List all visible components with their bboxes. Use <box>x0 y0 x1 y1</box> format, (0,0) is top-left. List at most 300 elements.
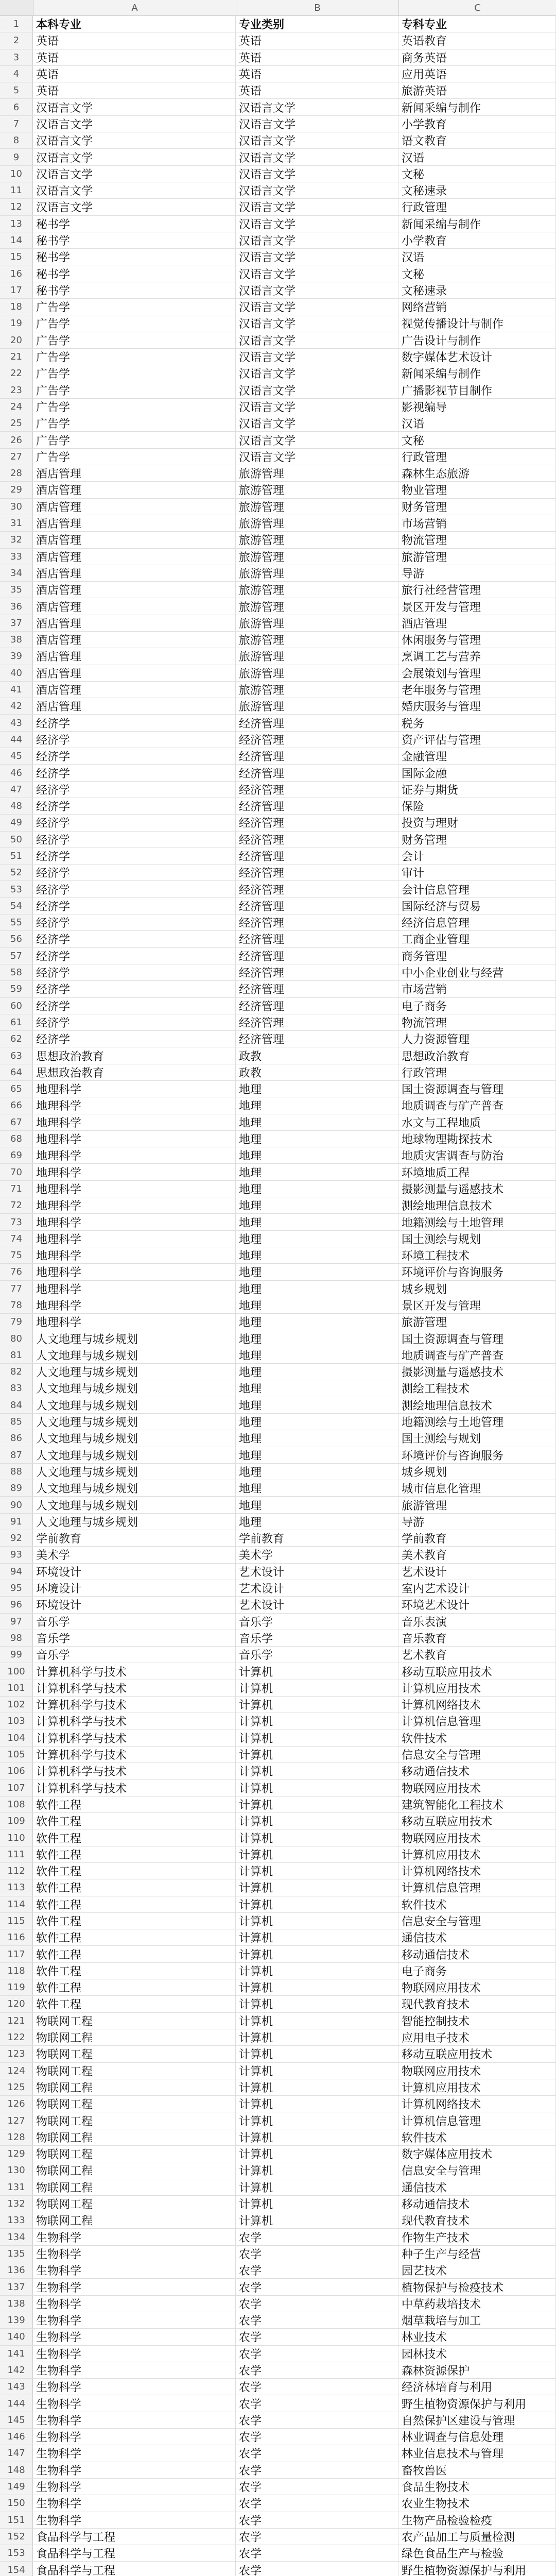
cell-undergrad-major[interactable]: 经济学 <box>33 782 236 798</box>
cell-junior-major[interactable]: 软件技术 <box>398 1730 556 1746</box>
cell-category[interactable]: 农学 <box>236 2512 398 2528</box>
row-number[interactable]: 125 <box>0 2079 33 2095</box>
cell-undergrad-major[interactable]: 地理科学 <box>33 1147 236 1163</box>
cell-junior-major[interactable]: 环境艺术设计 <box>398 1597 556 1613</box>
cell-junior-major[interactable]: 酒店管理 <box>398 615 556 631</box>
cell-undergrad-major[interactable]: 软件工程 <box>33 1863 236 1879</box>
cell-category[interactable]: 旅游管理 <box>236 515 398 531</box>
cell-junior-major[interactable]: 小学教育 <box>398 232 556 248</box>
cell-category[interactable]: 计算机 <box>236 1979 398 1995</box>
cell-junior-major[interactable]: 移动通信技术 <box>398 1946 556 1962</box>
cell-junior-major[interactable]: 广播影视节目制作 <box>398 382 556 398</box>
row-number[interactable]: 1 <box>0 16 33 32</box>
cell-junior-major[interactable]: 旅游英语 <box>398 82 556 98</box>
cell-category[interactable]: 旅游管理 <box>236 682 398 698</box>
cell-undergrad-major[interactable]: 酒店管理 <box>33 549 236 565</box>
cell-category[interactable]: 农学 <box>236 2346 398 2362</box>
cell-undergrad-major[interactable]: 生物科学 <box>33 2462 236 2478</box>
row-number[interactable]: 12 <box>0 199 33 215</box>
cell-category[interactable]: 计算机 <box>236 2129 398 2145</box>
row-number[interactable]: 114 <box>0 1896 33 1912</box>
row-number[interactable]: 57 <box>0 948 33 964</box>
cell-junior-major[interactable]: 现代教育技术 <box>398 2212 556 2228</box>
cell-undergrad-major[interactable]: 思想政治教育 <box>33 1047 236 1063</box>
cell-category[interactable]: 农学 <box>236 2246 398 2262</box>
cell-undergrad-major[interactable]: 经济学 <box>33 798 236 814</box>
row-number[interactable]: 70 <box>0 1164 33 1180</box>
cell-undergrad-major[interactable]: 酒店管理 <box>33 465 236 481</box>
row-number[interactable]: 87 <box>0 1447 33 1463</box>
cell-category[interactable]: 经济管理 <box>236 765 398 781</box>
row-number[interactable]: 51 <box>0 848 33 864</box>
cell-undergrad-major[interactable]: 计算机科学与技术 <box>33 1747 236 1762</box>
cell-junior-major[interactable]: 智能控制技术 <box>398 2013 556 2029</box>
cell-junior-major[interactable]: 植物保护与检疫技术 <box>398 2279 556 2295</box>
row-number[interactable]: 76 <box>0 1264 33 1280</box>
cell-undergrad-major[interactable]: 物联网工程 <box>33 2096 236 2112</box>
cell-junior-major[interactable]: 会计信息管理 <box>398 881 556 897</box>
cell-undergrad-major[interactable]: 计算机科学与技术 <box>33 1730 236 1746</box>
row-number[interactable]: 98 <box>0 1630 33 1646</box>
row-number[interactable]: 58 <box>0 964 33 980</box>
row-number[interactable]: 25 <box>0 415 33 431</box>
cell-category[interactable]: 旅游管理 <box>236 698 398 714</box>
cell-undergrad-major[interactable]: 生物科学 <box>33 2296 236 2312</box>
row-number[interactable]: 151 <box>0 2512 33 2528</box>
cell-junior-major[interactable]: 计算机网络技术 <box>398 2096 556 2112</box>
row-number[interactable]: 2 <box>0 32 33 48</box>
cell-category[interactable]: 旅游管理 <box>236 598 398 614</box>
select-all-corner[interactable] <box>0 0 33 15</box>
cell-undergrad-major[interactable]: 生物科学 <box>33 2246 236 2262</box>
cell-undergrad-major[interactable]: 人文地理与城乡规划 <box>33 1497 236 1513</box>
row-number[interactable]: 14 <box>0 232 33 248</box>
cell-undergrad-major[interactable]: 地理科学 <box>33 1164 236 1180</box>
cell-category[interactable]: 地理 <box>236 1114 398 1130</box>
cell-junior-major[interactable]: 软件技术 <box>398 1896 556 1912</box>
cell-category[interactable]: 计算机 <box>236 2096 398 2112</box>
row-number[interactable]: 20 <box>0 332 33 348</box>
row-number[interactable]: 50 <box>0 832 33 848</box>
cell-category[interactable]: 农学 <box>236 2545 398 2561</box>
cell-undergrad-major[interactable]: 秘书学 <box>33 249 236 265</box>
cell-category[interactable]: 旅游管理 <box>236 465 398 481</box>
row-number[interactable]: 129 <box>0 2146 33 2162</box>
row-number[interactable]: 120 <box>0 1996 33 2012</box>
column-header-c[interactable]: C <box>399 0 556 15</box>
row-number[interactable]: 47 <box>0 782 33 798</box>
cell-junior-major[interactable]: 林业技术 <box>398 2329 556 2345</box>
cell-category[interactable]: 经济管理 <box>236 998 398 1014</box>
cell-category[interactable]: 旅游管理 <box>236 615 398 631</box>
cell-category[interactable]: 地理 <box>236 1131 398 1147</box>
cell-junior-major[interactable]: 地质调查与矿产普查 <box>398 1347 556 1363</box>
cell-junior-major[interactable]: 计算机网络技术 <box>398 1697 556 1713</box>
cell-junior-major[interactable]: 文秘 <box>398 265 556 281</box>
cell-category[interactable]: 计算机 <box>236 2146 398 2162</box>
cell-category[interactable]: 经济管理 <box>236 798 398 814</box>
cell-undergrad-major[interactable]: 环境设计 <box>33 1580 236 1596</box>
row-number[interactable]: 109 <box>0 1813 33 1829</box>
row-number[interactable]: 148 <box>0 2462 33 2478</box>
cell-undergrad-major[interactable]: 广告学 <box>33 332 236 348</box>
cell-junior-major[interactable]: 保险 <box>398 798 556 814</box>
cell-junior-major[interactable]: 新闻采编与制作 <box>398 216 556 232</box>
cell-junior-major[interactable]: 信息安全与管理 <box>398 1913 556 1929</box>
cell-undergrad-major[interactable]: 计算机科学与技术 <box>33 1763 236 1779</box>
row-number[interactable]: 128 <box>0 2129 33 2145</box>
cell-category[interactable]: 计算机 <box>236 1963 398 1979</box>
row-number[interactable]: 21 <box>0 349 33 365</box>
row-number[interactable]: 24 <box>0 399 33 415</box>
cell-undergrad-major[interactable]: 酒店管理 <box>33 615 236 631</box>
cell-category[interactable]: 学前教育 <box>236 1530 398 1546</box>
cell-undergrad-major[interactable]: 地理科学 <box>33 1231 236 1247</box>
cell-category[interactable]: 艺术设计 <box>236 1597 398 1613</box>
cell-undergrad-major[interactable]: 生物科学 <box>33 2512 236 2528</box>
cell-junior-major[interactable]: 电子商务 <box>398 998 556 1014</box>
cell-junior-major[interactable]: 城乡规划 <box>398 1281 556 1297</box>
row-number[interactable]: 147 <box>0 2445 33 2461</box>
row-number[interactable]: 118 <box>0 1963 33 1979</box>
cell-undergrad-major[interactable]: 食品科学与工程 <box>33 2545 236 2561</box>
cell-category[interactable]: 音乐学 <box>236 1647 398 1663</box>
cell-category[interactable]: 计算机 <box>236 1913 398 1929</box>
cell-category[interactable]: 农学 <box>236 2412 398 2428</box>
cell-junior-major[interactable]: 地籍测绘与土地管理 <box>398 1214 556 1230</box>
row-number[interactable]: 138 <box>0 2296 33 2312</box>
row-number[interactable]: 29 <box>0 482 33 498</box>
cell-junior-major[interactable]: 中小企业创业与经营 <box>398 964 556 980</box>
row-number[interactable]: 103 <box>0 1713 33 1729</box>
cell-undergrad-major[interactable]: 经济学 <box>33 948 236 964</box>
row-number[interactable]: 101 <box>0 1680 33 1696</box>
cell-undergrad-major[interactable]: 学前教育 <box>33 1530 236 1546</box>
cell-undergrad-major[interactable]: 物联网工程 <box>33 2162 236 2178</box>
row-number[interactable]: 75 <box>0 1247 33 1263</box>
cell-junior-major[interactable]: 林业调查与信息处理 <box>398 2429 556 2445</box>
row-number[interactable]: 143 <box>0 2379 33 2395</box>
cell-category[interactable]: 汉语言文学 <box>236 265 398 281</box>
cell-junior-major[interactable]: 旅行社经营管理 <box>398 582 556 598</box>
row-number[interactable]: 90 <box>0 1497 33 1513</box>
cell-junior-major[interactable]: 旅游管理 <box>398 549 556 565</box>
cell-undergrad-major[interactable]: 生物科学 <box>33 2379 236 2395</box>
row-number[interactable]: 64 <box>0 1064 33 1080</box>
cell-undergrad-major[interactable]: 秘书学 <box>33 216 236 232</box>
row-number[interactable]: 112 <box>0 1863 33 1879</box>
cell-category[interactable]: 旅游管理 <box>236 648 398 664</box>
cell-undergrad-major[interactable]: 酒店管理 <box>33 648 236 664</box>
cell-category[interactable]: 地理 <box>236 1480 398 1496</box>
cell-junior-major[interactable]: 汉语 <box>398 149 556 165</box>
cell-undergrad-major[interactable]: 人文地理与城乡规划 <box>33 1447 236 1463</box>
cell-junior-major[interactable]: 新闻采编与制作 <box>398 99 556 115</box>
cell-category[interactable]: 汉语言文学 <box>236 216 398 232</box>
cell-undergrad-major[interactable]: 经济学 <box>33 881 236 897</box>
cell-junior-major[interactable]: 广告设计与制作 <box>398 332 556 348</box>
cell-undergrad-major[interactable]: 人文地理与城乡规划 <box>33 1380 236 1396</box>
row-number[interactable]: 121 <box>0 2013 33 2029</box>
cell-junior-major[interactable]: 种子生产与经营 <box>398 2246 556 2262</box>
row-number[interactable]: 56 <box>0 931 33 947</box>
cell-junior-major[interactable]: 移动通信技术 <box>398 1763 556 1779</box>
row-number[interactable]: 94 <box>0 1564 33 1580</box>
cell-category[interactable]: 计算机 <box>236 2112 398 2128</box>
cell-category[interactable]: 旅游管理 <box>236 549 398 565</box>
cell-category[interactable]: 计算机 <box>236 1797 398 1812</box>
cell-undergrad-major[interactable]: 广告学 <box>33 315 236 331</box>
row-number[interactable]: 135 <box>0 2246 33 2262</box>
cell-undergrad-major[interactable]: 生物科学 <box>33 2312 236 2328</box>
cell-undergrad-major[interactable]: 生物科学 <box>33 2362 236 2378</box>
row-number[interactable]: 54 <box>0 898 33 914</box>
cell-junior-major[interactable]: 通信技术 <box>398 2179 556 2195</box>
cell-category[interactable]: 计算机 <box>236 2079 398 2095</box>
cell-undergrad-major[interactable]: 英语 <box>33 82 236 98</box>
cell-category[interactable]: 旅游管理 <box>236 482 398 498</box>
cell-junior-major[interactable]: 国土资源调查与管理 <box>398 1330 556 1346</box>
cell-category[interactable]: 计算机 <box>236 2063 398 2079</box>
cell-junior-major[interactable]: 文秘速录 <box>398 282 556 298</box>
cell-junior-major[interactable]: 财务管理 <box>398 832 556 848</box>
cell-undergrad-major[interactable]: 汉语言文学 <box>33 166 236 182</box>
cell-category[interactable]: 汉语言文学 <box>236 282 398 298</box>
cell-category[interactable]: 地理 <box>236 1081 398 1097</box>
cell-category[interactable]: 地理 <box>236 1397 398 1413</box>
row-number[interactable]: 26 <box>0 432 33 448</box>
cell-category[interactable]: 地理 <box>236 1147 398 1163</box>
cell-junior-major[interactable]: 地籍测绘与土地管理 <box>398 1414 556 1430</box>
cell-undergrad-major[interactable]: 物联网工程 <box>33 2079 236 2095</box>
cell-category[interactable]: 汉语言文学 <box>236 232 398 248</box>
row-number[interactable]: 77 <box>0 1281 33 1297</box>
cell-junior-major[interactable]: 林业信息技术与管理 <box>398 2445 556 2461</box>
cell-category[interactable]: 计算机 <box>236 1680 398 1696</box>
cell-junior-major[interactable]: 老年服务与管理 <box>398 682 556 698</box>
cell-junior-major[interactable]: 城市信息化管理 <box>398 1480 556 1496</box>
row-number[interactable]: 65 <box>0 1081 33 1097</box>
cell-category[interactable]: 英语 <box>236 32 398 48</box>
row-number[interactable]: 127 <box>0 2112 33 2128</box>
cell-junior-major[interactable]: 物联网应用技术 <box>398 1829 556 1845</box>
cell-undergrad-major[interactable]: 广告学 <box>33 415 236 431</box>
cell-undergrad-major[interactable]: 环境设计 <box>33 1564 236 1580</box>
cell-undergrad-major[interactable]: 人文地理与城乡规划 <box>33 1397 236 1413</box>
cell-undergrad-major[interactable]: 秘书学 <box>33 265 236 281</box>
row-number[interactable]: 150 <box>0 2495 33 2511</box>
cell-undergrad-major[interactable]: 英语 <box>33 66 236 82</box>
cell-undergrad-major[interactable]: 音乐学 <box>33 1647 236 1663</box>
cell-category[interactable]: 农学 <box>236 2296 398 2312</box>
cell-junior-major[interactable]: 数字媒体应用技术 <box>398 2146 556 2162</box>
cell-undergrad-major[interactable]: 思想政治教育 <box>33 1064 236 1080</box>
cell-category[interactable]: 经济管理 <box>236 1031 398 1047</box>
cell-category[interactable]: 政教 <box>236 1064 398 1080</box>
row-number[interactable]: 27 <box>0 449 33 465</box>
cell-undergrad-major[interactable]: 广告学 <box>33 349 236 365</box>
row-number[interactable]: 111 <box>0 1846 33 1862</box>
cell-category[interactable]: 计算机 <box>236 1829 398 1845</box>
cell-junior-major[interactable]: 软件技术 <box>398 2129 556 2145</box>
cell-undergrad-major[interactable]: 汉语言文学 <box>33 116 236 132</box>
row-number[interactable]: 92 <box>0 1530 33 1546</box>
cell-junior-major[interactable]: 艺术教育 <box>398 1647 556 1663</box>
cell-junior-major[interactable]: 网络营销 <box>398 299 556 315</box>
cell-junior-major[interactable]: 生物产品检验检疫 <box>398 2512 556 2528</box>
row-number[interactable]: 7 <box>0 116 33 132</box>
row-number[interactable]: 93 <box>0 1547 33 1563</box>
row-number[interactable]: 43 <box>0 715 33 731</box>
cell-junior-major[interactable]: 小学教育 <box>398 116 556 132</box>
cell-undergrad-major[interactable]: 物联网工程 <box>33 2013 236 2029</box>
row-number[interactable]: 133 <box>0 2212 33 2228</box>
cell-category[interactable]: 汉语言文学 <box>236 382 398 398</box>
cell-undergrad-major[interactable]: 环境设计 <box>33 1597 236 1613</box>
cell-junior-major[interactable]: 现代教育技术 <box>398 1996 556 2012</box>
cell-category[interactable]: 地理 <box>236 1181 398 1197</box>
row-number[interactable]: 79 <box>0 1314 33 1330</box>
cell-category[interactable]: 地理 <box>236 1297 398 1313</box>
cell-junior-major[interactable]: 旅游管理 <box>398 1497 556 1513</box>
cell-junior-major[interactable]: 自然保护区建设与管理 <box>398 2412 556 2428</box>
cell-undergrad-major[interactable]: 软件工程 <box>33 1813 236 1829</box>
row-number[interactable]: 99 <box>0 1647 33 1663</box>
cell-category[interactable]: 经济管理 <box>236 948 398 964</box>
cell-junior-major[interactable]: 森林生态旅游 <box>398 465 556 481</box>
cell-junior-major[interactable]: 经济信息管理 <box>398 914 556 930</box>
cell-undergrad-major[interactable]: 地理科学 <box>33 1081 236 1097</box>
cell-undergrad-major[interactable]: 音乐学 <box>33 1614 236 1630</box>
cell-junior-major[interactable]: 移动互联应用技术 <box>398 1813 556 1829</box>
row-number[interactable]: 4 <box>0 66 33 82</box>
cell-junior-major[interactable]: 测绘地理信息技术 <box>398 1397 556 1413</box>
cell-junior-major[interactable]: 商务英语 <box>398 49 556 65</box>
row-number[interactable]: 66 <box>0 1097 33 1113</box>
row-number[interactable]: 42 <box>0 698 33 714</box>
cell-category[interactable]: 地理 <box>236 1430 398 1446</box>
cell-junior-major[interactable]: 语文教育 <box>398 132 556 148</box>
cell-junior-major[interactable]: 新闻采编与制作 <box>398 365 556 381</box>
cell-category[interactable]: 艺术设计 <box>236 1580 398 1596</box>
cell-junior-major[interactable]: 工商企业管理 <box>398 931 556 947</box>
cell-undergrad-major[interactable]: 经济学 <box>33 1031 236 1047</box>
cell-junior-major[interactable]: 地质灾害调查与防治 <box>398 1147 556 1163</box>
cell-junior-major[interactable]: 物流管理 <box>398 532 556 548</box>
cell-junior-major[interactable]: 数字媒体艺术设计 <box>398 349 556 365</box>
row-number[interactable]: 74 <box>0 1231 33 1247</box>
row-number[interactable]: 45 <box>0 748 33 764</box>
row-number[interactable]: 31 <box>0 515 33 531</box>
cell-junior-major[interactable]: 室内艺术设计 <box>398 1580 556 1596</box>
cell-junior-major[interactable]: 审计 <box>398 865 556 880</box>
row-number[interactable]: 6 <box>0 99 33 115</box>
cell-undergrad-major[interactable]: 广告学 <box>33 399 236 415</box>
cell-junior-major[interactable]: 摄影测量与遥感技术 <box>398 1181 556 1197</box>
row-number[interactable]: 152 <box>0 2529 33 2545</box>
cell-category[interactable]: 农学 <box>236 2462 398 2478</box>
cell-undergrad-major[interactable]: 酒店管理 <box>33 565 236 581</box>
cell-category[interactable]: 汉语言文学 <box>236 182 398 198</box>
cell-category[interactable]: 音乐学 <box>236 1630 398 1646</box>
cell-category[interactable]: 旅游管理 <box>236 665 398 681</box>
cell-category[interactable]: 经济管理 <box>236 848 398 864</box>
cell-category[interactable]: 英语 <box>236 66 398 82</box>
row-number[interactable]: 108 <box>0 1797 33 1812</box>
cell-junior-major[interactable]: 通信技术 <box>398 1929 556 1945</box>
cell-undergrad-major[interactable]: 汉语言文学 <box>33 149 236 165</box>
cell-junior-major[interactable]: 烹调工艺与营养 <box>398 648 556 664</box>
column-header-a[interactable]: A <box>33 0 236 15</box>
cell-junior-major[interactable]: 计算机应用技术 <box>398 1846 556 1862</box>
cell-undergrad-major[interactable]: 生物科学 <box>33 2262 236 2278</box>
cell-category[interactable]: 计算机 <box>236 1813 398 1829</box>
cell-category[interactable]: 汉语言文学 <box>236 449 398 465</box>
cell-junior-major[interactable]: 景区开发与管理 <box>398 598 556 614</box>
cell-category[interactable]: 美术学 <box>236 1547 398 1563</box>
cell-junior-major[interactable]: 市场营销 <box>398 981 556 997</box>
cell-undergrad-major[interactable]: 经济学 <box>33 914 236 930</box>
cell-undergrad-major[interactable]: 人文地理与城乡规划 <box>33 1480 236 1496</box>
cell-category[interactable]: 计算机 <box>236 1929 398 1945</box>
row-number[interactable]: 124 <box>0 2063 33 2079</box>
cell-category[interactable]: 经济管理 <box>236 964 398 980</box>
cell-category[interactable]: 计算机 <box>236 1896 398 1912</box>
cell-category[interactable]: 汉语言文学 <box>236 116 398 132</box>
row-number[interactable]: 5 <box>0 82 33 98</box>
cell-undergrad-major[interactable]: 物联网工程 <box>33 2146 236 2162</box>
cell-junior-major[interactable]: 园林技术 <box>398 2346 556 2362</box>
cell-undergrad-major[interactable]: 广告学 <box>33 432 236 448</box>
cell-undergrad-major[interactable]: 计算机科学与技术 <box>33 1697 236 1713</box>
cell-undergrad-major[interactable]: 经济学 <box>33 815 236 831</box>
row-number[interactable]: 136 <box>0 2262 33 2278</box>
cell-category[interactable]: 经济管理 <box>236 782 398 798</box>
cell-undergrad-major[interactable]: 经济学 <box>33 848 236 864</box>
cell-category[interactable]: 计算机 <box>236 1879 398 1895</box>
cell-undergrad-major[interactable]: 酒店管理 <box>33 632 236 648</box>
cell-junior-major[interactable]: 市场营销 <box>398 515 556 531</box>
cell-undergrad-major[interactable]: 软件工程 <box>33 1896 236 1912</box>
cell-undergrad-major[interactable]: 计算机科学与技术 <box>33 1780 236 1795</box>
cell-undergrad-major[interactable]: 经济学 <box>33 832 236 848</box>
row-number[interactable]: 89 <box>0 1480 33 1496</box>
cell-category[interactable]: 旅游管理 <box>236 532 398 548</box>
cell-junior-major[interactable]: 野生植物资源保护与利用 <box>398 2562 556 2576</box>
cell-category[interactable]: 地理 <box>236 1264 398 1280</box>
cell-junior-major[interactable]: 视觉传播设计与制作 <box>398 315 556 331</box>
cell-undergrad-major[interactable]: 广告学 <box>33 449 236 465</box>
cell-undergrad-major[interactable]: 生物科学 <box>33 2395 236 2411</box>
cell-category[interactable]: 地理 <box>236 1380 398 1396</box>
cell-undergrad-major[interactable]: 美术学 <box>33 1547 236 1563</box>
cell-junior-major[interactable]: 文秘 <box>398 166 556 182</box>
row-number[interactable]: 123 <box>0 2046 33 2062</box>
row-number[interactable]: 142 <box>0 2362 33 2378</box>
row-number[interactable]: 139 <box>0 2312 33 2328</box>
cell-undergrad-major[interactable]: 英语 <box>33 32 236 48</box>
row-number[interactable]: 134 <box>0 2229 33 2245</box>
cell-category[interactable]: 地理 <box>236 1214 398 1230</box>
row-number[interactable]: 61 <box>0 1014 33 1030</box>
cell-undergrad-major[interactable]: 人文地理与城乡规划 <box>33 1430 236 1446</box>
row-number[interactable]: 68 <box>0 1131 33 1147</box>
cell-undergrad-major[interactable]: 酒店管理 <box>33 698 236 714</box>
cell-category[interactable]: 计算机 <box>236 1713 398 1729</box>
row-number[interactable]: 40 <box>0 665 33 681</box>
cell-undergrad-major[interactable]: 经济学 <box>33 931 236 947</box>
cell-junior-major[interactable]: 旅游管理 <box>398 1314 556 1330</box>
